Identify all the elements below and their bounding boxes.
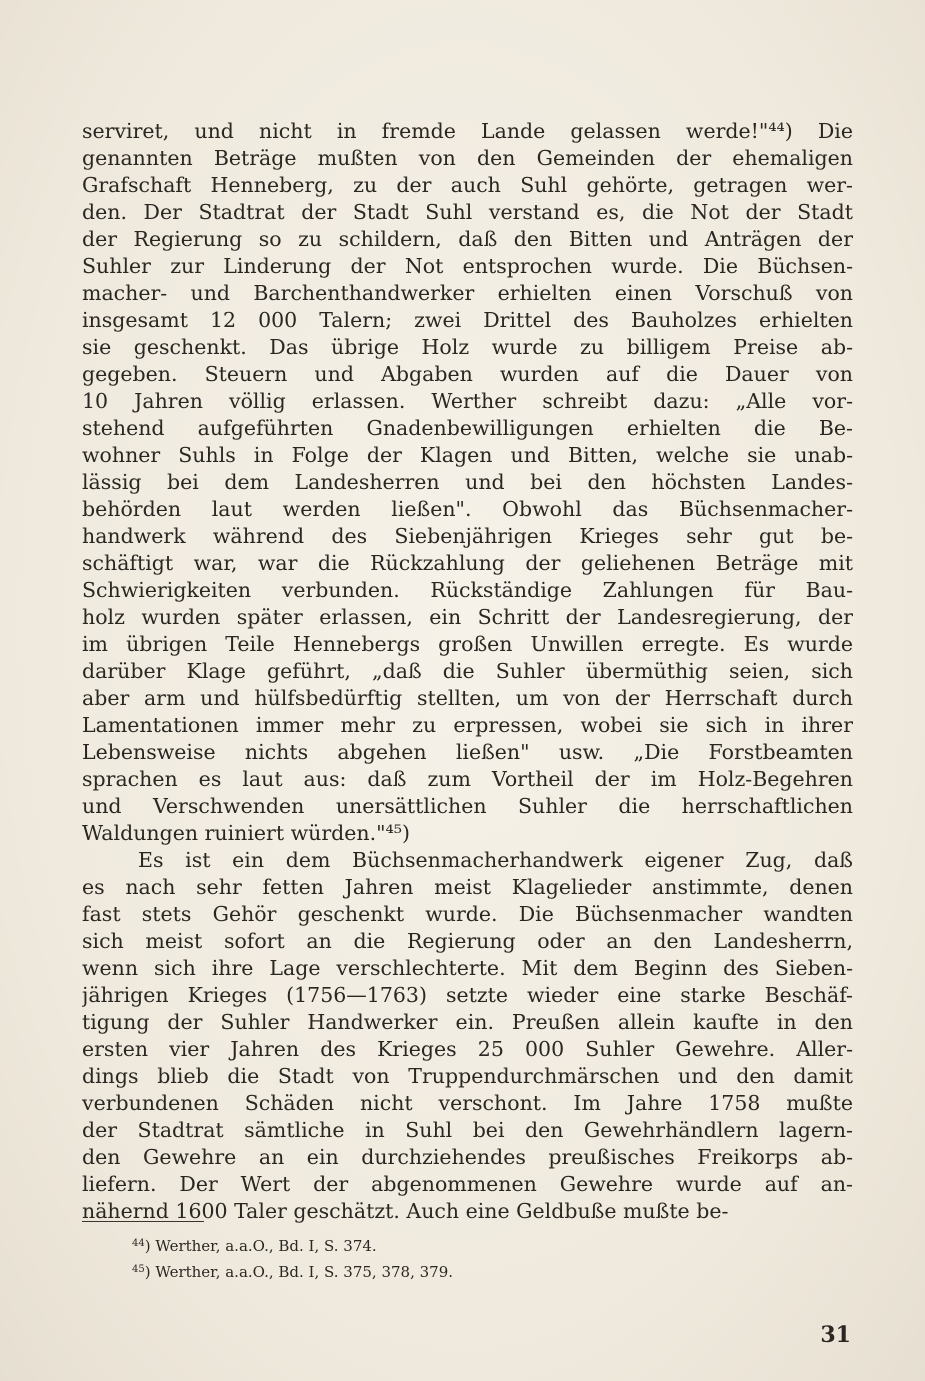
text-line: genannten Beträge mußten von den Gemeinden der ehemaligen	[82, 146, 853, 170]
paragraph-1	[82, 118, 853, 847]
footnote-marker-paren: )	[144, 1263, 151, 1281]
text-line: den Gewehre an ein durchziehendes preußisches Freikorps ab-	[82, 1145, 853, 1169]
footnote-marker-paren: )	[144, 1237, 151, 1255]
text-line: sich meist sofort an die Regierung oder an den Landesherrn,	[82, 929, 853, 953]
text-line: Waldungen ruiniert würden."⁴⁵)	[82, 821, 410, 845]
footnote-text: Werther, a.a.O., Bd. I, S. 374.	[155, 1237, 377, 1255]
text-line: tigung der Suhler Handwerker ein. Preußen allein kaufte in den	[82, 1010, 853, 1034]
text-line: wenn sich ihre Lage verschlechterte. Mit dem Beginn des Sieben-	[82, 956, 853, 980]
text-line: 10 Jahren völlig erlassen. Werther schreibt dazu: „Alle vor-	[82, 389, 853, 413]
text-line: holz wurden später erlassen, ein Schritt der Landesregierung, der	[82, 605, 853, 629]
text-line: Schwierigkeiten verbunden. Rückständige Zahlungen für Bau-	[82, 578, 853, 602]
text-line: sie geschenkt. Das übrige Holz wurde zu billigem Preise ab-	[82, 335, 853, 359]
footnote-text: Werther, a.a.O., Bd. I, S. 375, 378, 379.	[155, 1263, 454, 1281]
text-line: aber arm und hülfsbedürftig stellten, um von der Herrschaft durch	[82, 686, 853, 710]
text-line: Lamentationen immer mehr zu erpressen, wobei sie sich in ihrer	[82, 713, 853, 737]
footnote-separator	[82, 1221, 204, 1222]
footnote-marker: 45	[132, 1264, 145, 1275]
text-line: jährigen Krieges (1756—1763) setzte wieder eine starke Beschäf-	[82, 983, 853, 1007]
text-line: es nach sehr fetten Jahren meist Klagelieder anstimmte, denen	[82, 875, 853, 899]
text-line: Grafschaft Henneberg, zu der auch Suhl gehörte, getragen wer-	[82, 173, 853, 197]
text-line: und Verschwenden unersättlichen Suhler die herrschaftlichen	[82, 794, 853, 818]
footnote-marker: 44	[132, 1238, 145, 1249]
page-number: 31	[820, 1322, 851, 1348]
text-line: insgesamt 12 000 Talern; zwei Drittel des Bauholzes erhielten	[82, 308, 853, 332]
text-line: fast stets Gehör geschenkt wurde. Die Büchsenmacher wandten	[82, 902, 853, 926]
text-line: nähernd 1600 Taler geschätzt. Auch eine Geldbuße mußte be-	[82, 1199, 729, 1223]
text-line: Suhler zur Linderung der Not entsprochen wurde. Die Büchsen-	[82, 254, 853, 278]
footnotes	[132, 1232, 692, 1284]
text-line: sprachen es laut aus: daß zum Vortheil der im Holz-Begehren	[82, 767, 853, 791]
text-line: macher- und Barchenthandwerker erhielten einen Vorschuß von	[82, 281, 853, 305]
paragraph-2	[82, 847, 853, 1225]
text-line: Es ist ein dem Büchsenmacherhandwerk eigener Zug, daß	[138, 848, 853, 872]
text-line: liefern. Der Wert der abgenommenen Gewehre wurde auf an-	[82, 1172, 853, 1196]
text-line: serviret, und nicht in fremde Lande gelassen werde!"⁴⁴) Die	[82, 119, 853, 143]
text-line: wohner Suhls in Folge der Klagen und Bitten, welche sie unab-	[82, 443, 853, 467]
footnote-45	[132, 1258, 692, 1284]
text-line: dings blieb die Stadt von Truppendurchmärschen und den damit	[82, 1064, 853, 1088]
body-text	[82, 118, 853, 1225]
text-line: gegeben. Steuern und Abgaben wurden auf die Dauer von	[82, 362, 853, 386]
text-line: der Stadtrat sämtliche in Suhl bei den Gewehrhändlern lagern-	[82, 1118, 853, 1142]
text-line: im übrigen Teile Hennebergs großen Unwillen erregte. Es wurde	[82, 632, 853, 656]
text-line: handwerk während des Siebenjährigen Krieges sehr gut be-	[82, 524, 853, 548]
text-line: stehend aufgeführten Gnadenbewilligungen erhielten die Be-	[82, 416, 853, 440]
text-line: der Regierung so zu schildern, daß den Bitten und Anträgen der	[82, 227, 853, 251]
text-line: darüber Klage geführt, „daß die Suhler übermüthig seien, sich	[82, 659, 853, 683]
text-line: Lebensweise nichts abgehen ließen" usw. „Die Forstbeamten	[82, 740, 853, 764]
text-line: lässig bei dem Landesherren und bei den höchsten Landes-	[82, 470, 853, 494]
text-line: ersten vier Jahren des Krieges 25 000 Suhler Gewehre. Aller-	[82, 1037, 853, 1061]
footnote-44	[132, 1232, 692, 1258]
text-line: verbundenen Schäden nicht verschont. Im Jahre 1758 mußte	[82, 1091, 853, 1115]
text-line: behörden laut werden ließen". Obwohl das Büchsenmacher-	[82, 497, 853, 521]
text-line: den. Der Stadtrat der Stadt Suhl verstand es, die Not der Stadt	[82, 200, 853, 224]
text-line: schäftigt war, war die Rückzahlung der geliehenen Beträge mit	[82, 551, 853, 575]
